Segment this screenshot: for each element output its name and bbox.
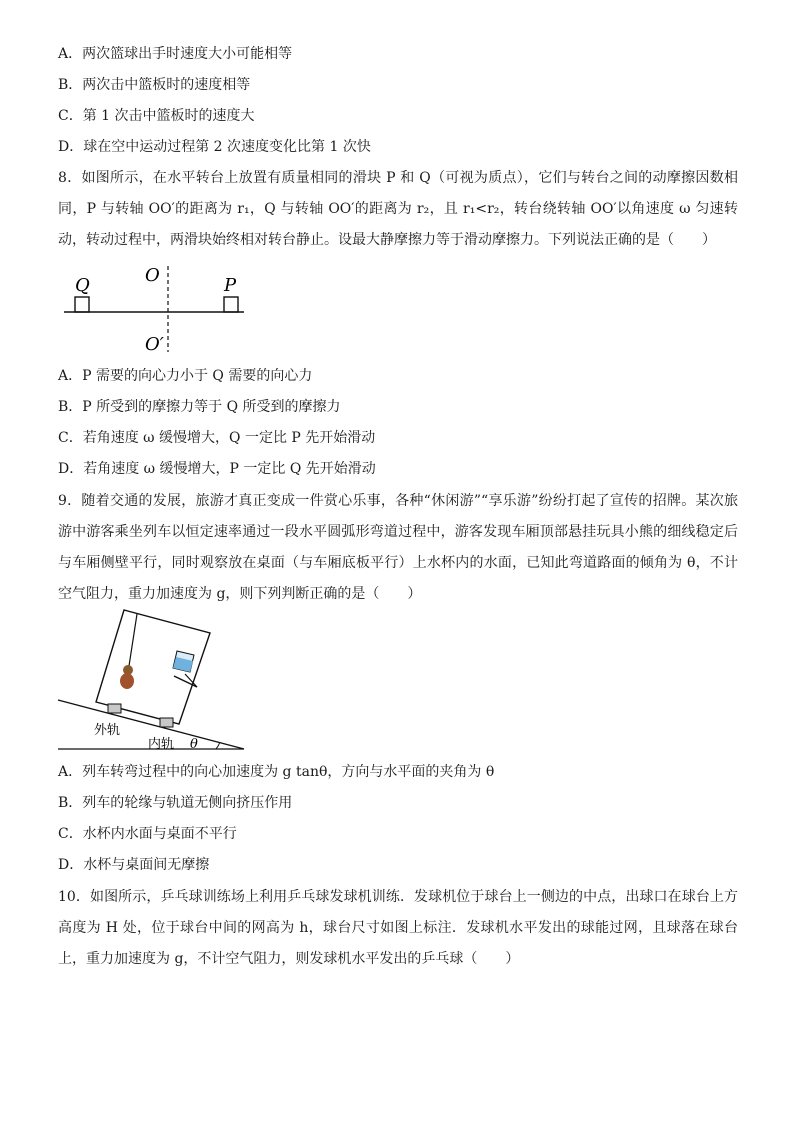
slider-p [224, 297, 238, 312]
slider-q [75, 297, 89, 312]
q7-option-a: A．两次篮球出手时速度大小可能相等 [58, 46, 293, 62]
wheel-outer [108, 704, 121, 713]
label-q: Q [75, 275, 90, 296]
q8-stem: 8．如图所示，在水平转台上放置有质量相同的滑块 P 和 Q（可视为质点），它们与转台之间的动摩擦因数相同，P 与转轴 OO′的距离为 r₁，Q 与转轴 OO′的距离为 r₂，且 r₁<r₂，转台绕转轴 OO′以角速度 ω 匀速转动，转动过程中，两滑块始终相对转台静止。设最大静摩擦力等于滑动摩擦力。下列说法正确的是（ ） [58, 170, 738, 248]
q9-option-c: C．水杯内水面与桌面不平行 [58, 826, 237, 842]
q7-option-c: C．第 1 次击中篮板时的速度大 [58, 108, 255, 124]
label-p: P [224, 275, 237, 296]
q10-stem: 10．如图所示，乒乓球训练场上利用乒乓球发球机训练．发球机位于球台上一侧边的中点，出球口在球台上方高度为 H 处，位于球台中间的网高为 h，球台尺寸如图上标注．发球机水平发出的球能过网，且球落在球台上，重力加速度为 g，不计空气阻力，则发球机水平发出的乒乓球（ ） [58, 889, 738, 967]
label-theta: θ [190, 737, 198, 752]
q9-option-b: B．列车的轮缘与轨道无侧向挤压作用 [58, 795, 293, 811]
label-outer-rail: 外轨 [94, 723, 121, 738]
q9-train-figure [56, 608, 248, 753]
label-inner-rail: 内轨 [148, 737, 175, 752]
q8-option-c: C．若角速度 ω 缓慢增大，Q 一定比 P 先开始滑动 [58, 430, 376, 446]
label-o: O [145, 265, 160, 286]
angle-arc [216, 742, 220, 749]
q9-option-a: A．列车转弯过程中的向心加速度为 g tanθ，方向与水平面的夹角为 θ [58, 764, 495, 780]
q8-option-a: A．P 需要的向心力小于 Q 需要的向心力 [58, 368, 313, 384]
q9-stem: 9．随着交通的发展，旅游才真正变成一件赏心乐事，各种“休闲游”“享乐游”纷纷打起了宣传的招牌。某次旅游中游客乘坐列车以恒定速率通过一段水平圆弧形弯道过程中，游客发现车厢顶部悬挂玩具小熊的细线稳定后与车厢侧壁平行，同时观察放在桌面（与车厢底板平行）上水杯内的水面，已知此弯道路面的倾角为 θ，不计空气阻力，重力加速度为 g，则下列判断正确的是（ ） [58, 493, 738, 602]
wheel-inner [160, 718, 173, 727]
q8-option-d: D．若角速度 ω 缓慢增大，P 一定比 Q 先开始滑动 [58, 461, 376, 477]
label-o-prime: O′ [145, 334, 164, 355]
bear-body-icon [120, 673, 134, 689]
q7-option-d: D．球在空中运动过程第 2 次速度变化比第 1 次快 [58, 139, 371, 155]
q8-option-b: B．P 所受到的摩擦力等于 Q 所受到的摩擦力 [58, 399, 341, 415]
q7-option-b: B．两次击中篮板时的速度相等 [58, 77, 251, 93]
q8-turntable-figure [58, 262, 258, 357]
q9-option-d: D．水杯与桌面间无摩擦 [58, 857, 210, 873]
